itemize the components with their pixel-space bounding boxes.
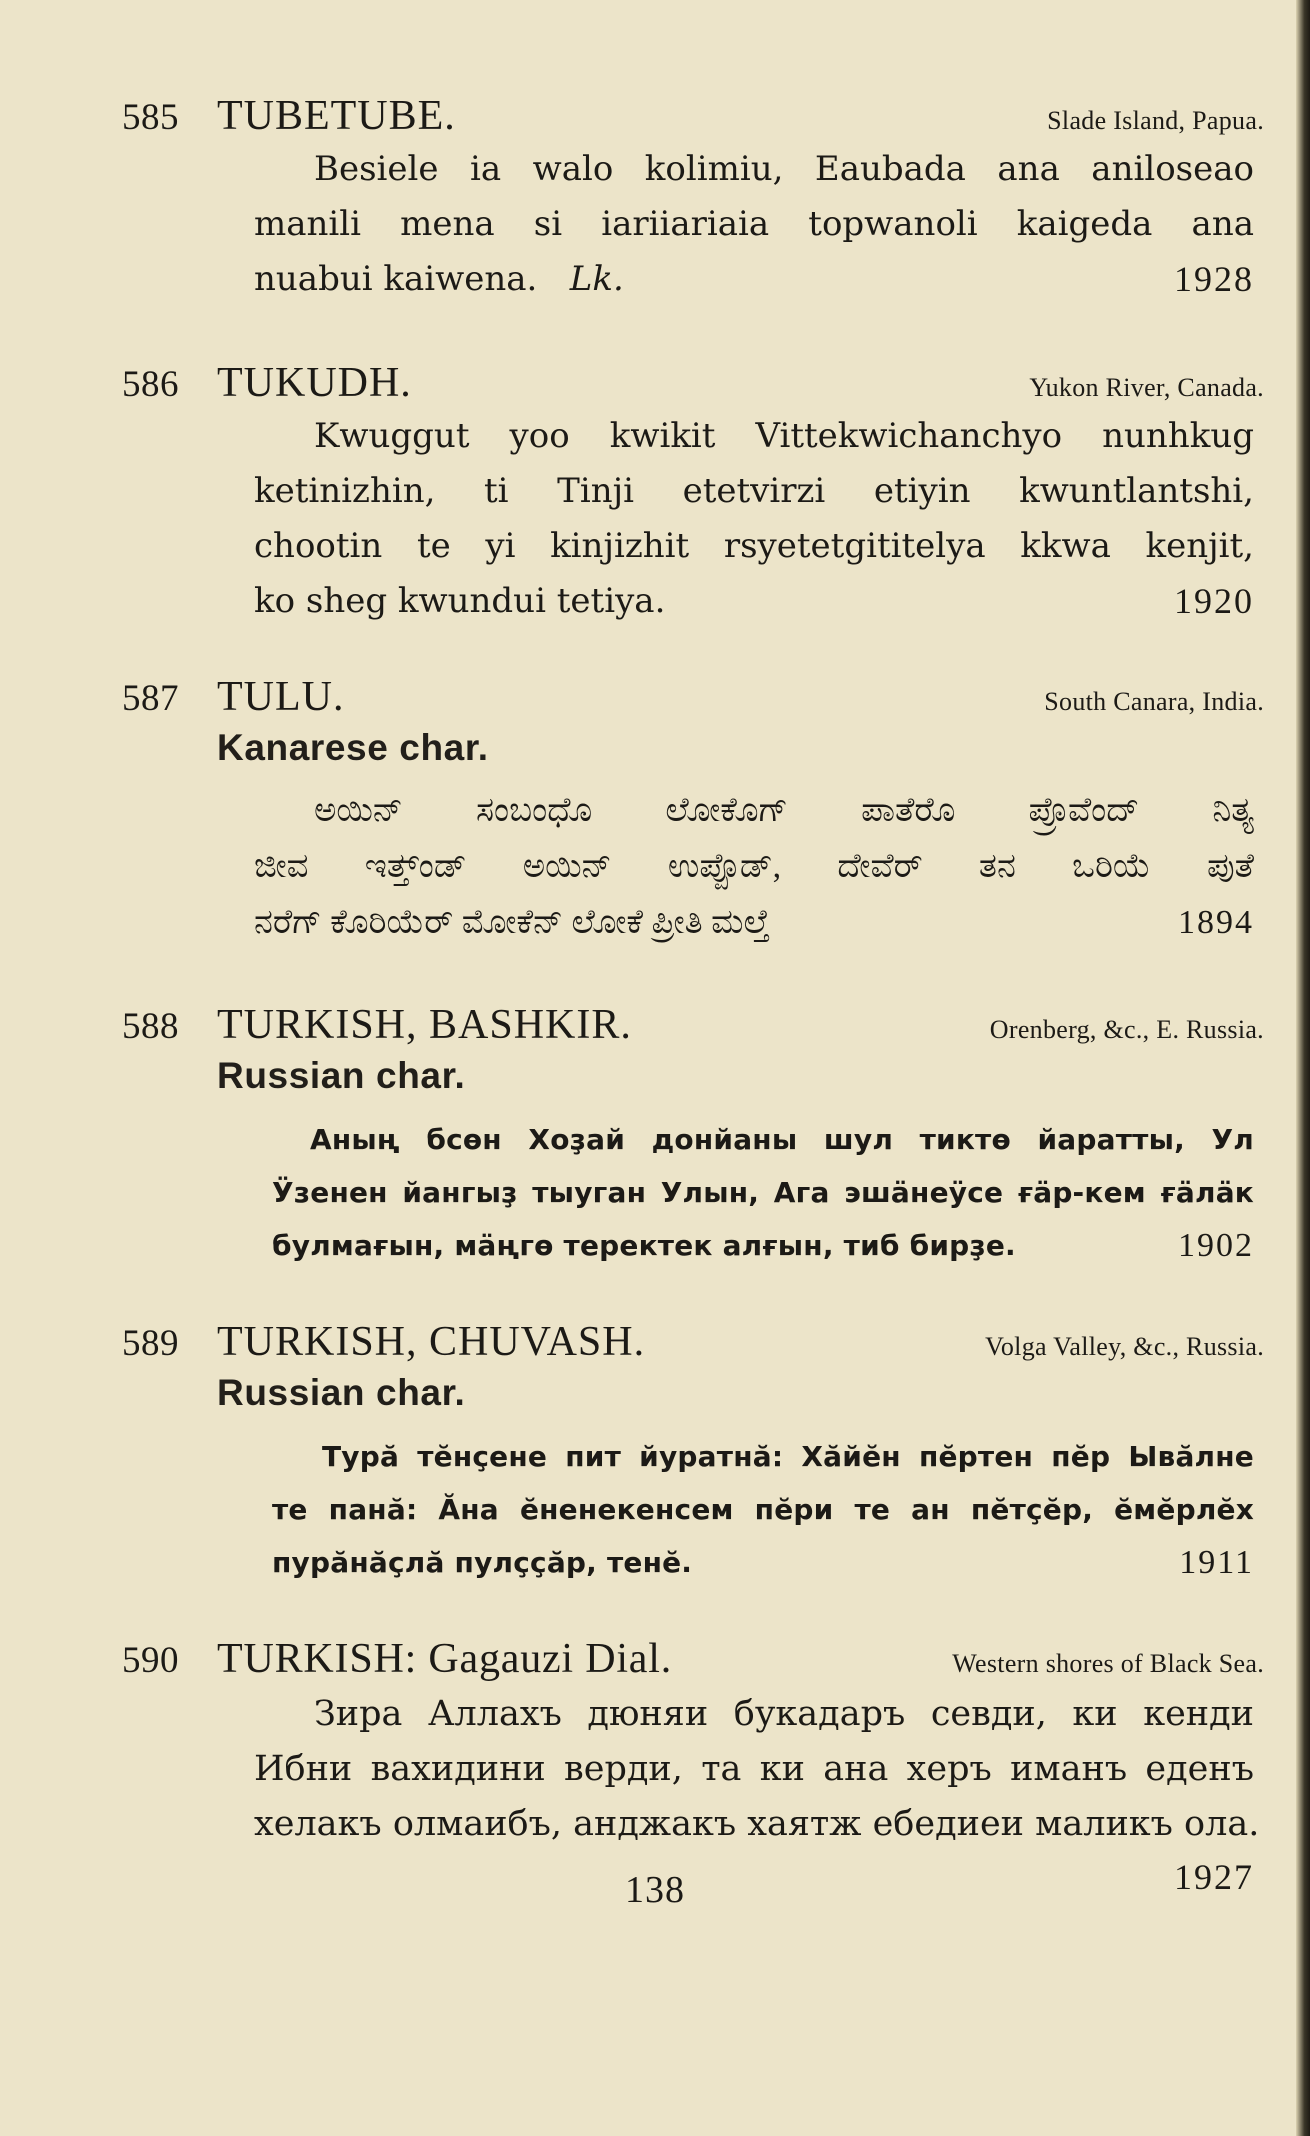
year: 1928 xyxy=(1174,259,1254,299)
script-note: Kanarese char. xyxy=(217,727,489,768)
language-name: TUBETUBE. xyxy=(217,93,456,139)
text-line: manili mena si iariiariaia topwanoli kaigeda ana xyxy=(254,204,1254,244)
text-line: ketinizhin, ti Tinji etetvirzi etiyin kwuntlantshi, xyxy=(254,471,1254,511)
entry-number: 588 xyxy=(122,1006,179,1047)
entry-heading xyxy=(122,1001,1272,1049)
entry-number: 586 xyxy=(122,364,179,405)
text-line: хелакъ олмаибъ, анджакъ хаятж ебедиеи маликъ ола. xyxy=(254,1804,1260,1844)
entry-heading xyxy=(122,359,1272,407)
year: 1920 xyxy=(1174,581,1254,621)
region: Volga Valley, &c., Russia. xyxy=(985,1332,1264,1361)
sample-text xyxy=(254,783,1254,951)
region: Orenberg, &c., E. Russia. xyxy=(989,1015,1264,1044)
script-note: Russian char. xyxy=(217,1372,466,1413)
text-line: ko sheg kwundui tetiya. xyxy=(254,581,666,621)
text-line: ಜೀವ ಇತ್ತ್‌ಂಡ್ ಅಯಿನ್ ಉಪ್ಪೊಡ್, ದೇವೆರ್ ತನ ಒರಿಯೆ ಪುತೆ xyxy=(254,848,1254,885)
language-name: TURKISH, BASHKIR. xyxy=(217,1002,632,1048)
text-line: ನರೆಗ್ ಕೊರಿಯೆರ್ ಮೋಕೆನ್ ಲೋಕೆ ಪ್ರೀತಿ ಮಲ್ತೆ xyxy=(254,904,770,941)
sample-text xyxy=(254,1687,1260,1852)
text-line: Зира Аллахъ дюняи букадаръ севди, ки кенди xyxy=(314,1694,1254,1734)
sample-text xyxy=(254,409,1254,629)
entry-number: 587 xyxy=(122,678,179,719)
language-name: TUKUDH. xyxy=(217,360,412,406)
entry-586 xyxy=(122,359,1272,629)
text-line: nuabui kaiwena. xyxy=(254,259,538,299)
sample-text xyxy=(272,1113,1254,1272)
text-line: пурӑнӑҫлӑ пулҫҫӑр, тенӗ. xyxy=(272,1546,693,1579)
entry-585 xyxy=(122,92,1272,307)
text-line-last xyxy=(254,895,1254,951)
year: 1911 xyxy=(1179,1544,1254,1581)
text-line: Kwuggut yoo kwikit Vittekwichanchyo nunhkug xyxy=(314,416,1254,456)
text-line: Besiele ia walo kolimiu, Eaubada ana aniloseao xyxy=(314,149,1254,189)
text-line: Аның бсөн Хоҙай донйаны шул тиктө йаратты, Ул xyxy=(310,1123,1254,1156)
entry-number: 585 xyxy=(122,97,179,138)
entry-heading xyxy=(122,673,1272,721)
text-line-last xyxy=(272,1219,1254,1272)
entry-590 xyxy=(122,1635,1272,1902)
text-line-last xyxy=(254,574,1254,629)
entry-heading xyxy=(122,92,1272,140)
page-edge xyxy=(1296,0,1310,2136)
text-line: chootin te yi kinjizhit rsyetetgititelya kkwa kenjit, xyxy=(254,526,1254,566)
entry-588 xyxy=(122,1001,1272,1272)
text-line-last xyxy=(254,252,1254,307)
text-line: Ибни вахидини верди, та ки ана херъ иманъ еденъ xyxy=(254,1749,1254,1789)
entry-number: 590 xyxy=(122,1640,179,1681)
sample-text xyxy=(254,142,1254,307)
year: 1902 xyxy=(1178,1227,1254,1264)
entry-589 xyxy=(122,1318,1272,1589)
text-line: те панӑ: Ӑна ӗненекенсем пӗри те ан пӗтҫӗр, ӗмӗрлӗх xyxy=(272,1493,1254,1526)
sample-text xyxy=(272,1430,1254,1589)
language-name: TULU. xyxy=(217,674,345,720)
text-line-last xyxy=(272,1536,1254,1589)
year: 1927 xyxy=(1174,1857,1254,1897)
entry-heading xyxy=(122,1635,1272,1683)
text-line: булмағын, мӓңгө теректек алғын, тиб бирҙе. xyxy=(272,1229,1016,1262)
language-name: TURKISH, CHUVASH. xyxy=(217,1319,646,1365)
language-name: TURKISH: Gagauzi Dial. xyxy=(217,1636,673,1682)
text-line: ಅಯಿನ್ ಸಂಬಂಧೊ ಲೋಕೊಗ್ ಪಾತೆರೊ ಪ್ರೊವೆಂದ್ ನಿತ್ಯ xyxy=(314,792,1254,829)
page-body xyxy=(122,92,1272,1902)
entry-587 xyxy=(122,673,1272,951)
region: Western shores of Black Sea. xyxy=(952,1649,1264,1678)
region: South Canara, India. xyxy=(1044,687,1264,716)
entry-number: 589 xyxy=(122,1323,179,1364)
text-line: Турӑ тӗнҫене пит йуратнӑ: Хӑйӗн пӗртен пӗр Ывӑлне xyxy=(322,1440,1254,1473)
text-line: Ӱзенен йангыҙ тыуган Улын, Ага эшӓнеӱсе ғӓр-кем ғӓлӓк xyxy=(272,1176,1254,1209)
region: Yukon River, Canada. xyxy=(1029,373,1264,402)
entry-heading xyxy=(122,1318,1272,1366)
region: Slade Island, Papua. xyxy=(1047,106,1264,135)
year: 1894 xyxy=(1178,904,1254,941)
script-note: Russian char. xyxy=(217,1055,466,1096)
source-abbreviation: Lk. xyxy=(569,259,624,299)
page-number: 138 xyxy=(625,1869,685,1911)
